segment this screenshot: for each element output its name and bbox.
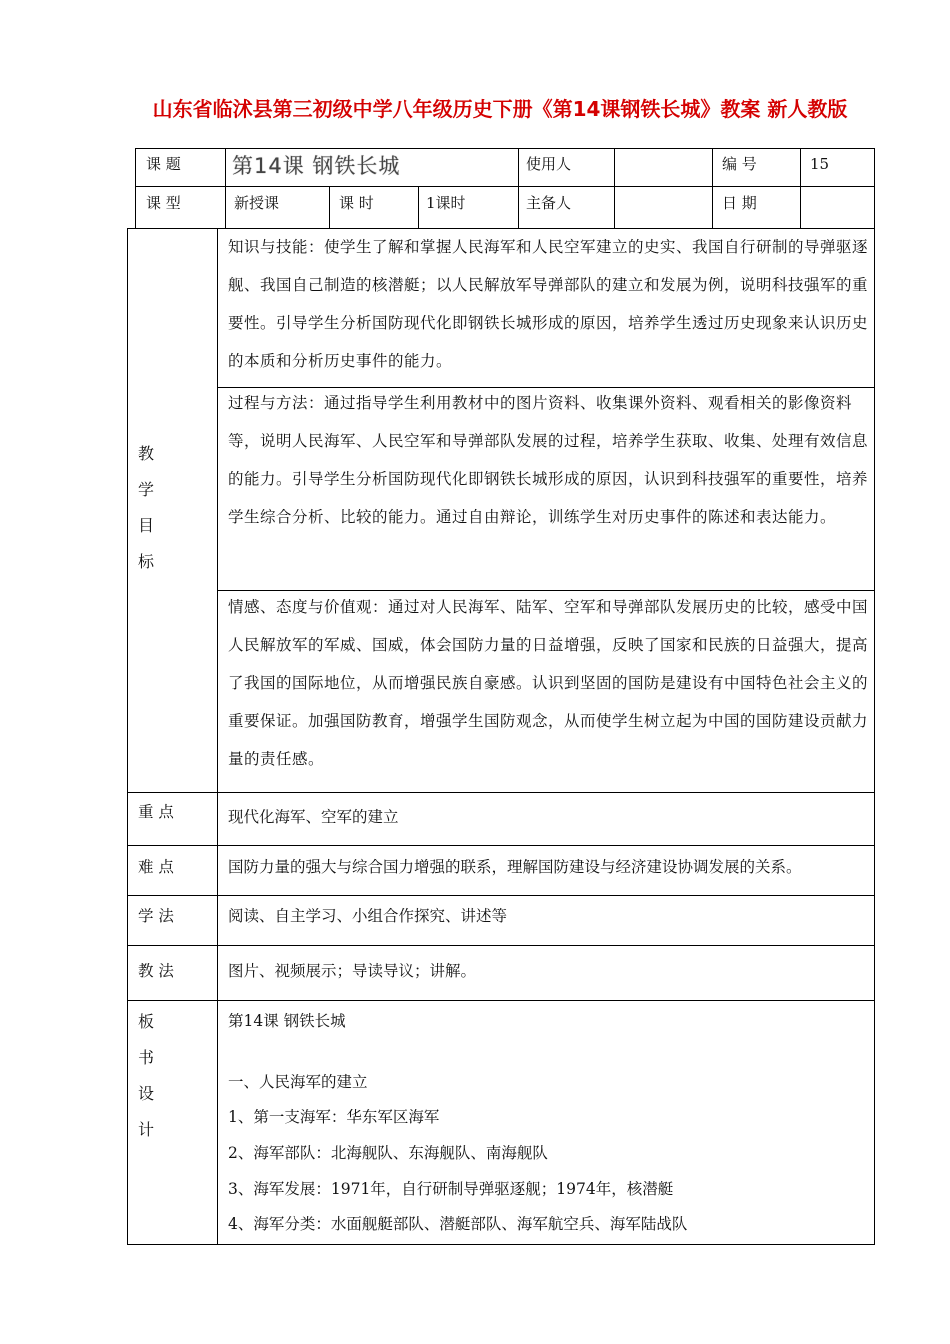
board-heading: 第14课 钢铁长城 [228,1012,346,1030]
board-line: 4、海军分类：水面舰艇部队、潜艇部队、海军航空兵、海军陆战队 [228,1215,688,1233]
board-char: 板 [137,1012,154,1031]
date-label: 日 期 [722,194,757,212]
objective-knowledge: 知识与技能：使学生了解和掌握人民海军和人民空军建立的史实、我国自行研制的导弹驱逐舰、我国自己制造的核潜艇；以人民解放军导弹部队的建立和发展为例，说明科技强军的重要性。引导学生分析国防现代化即钢铁长城形成的原因，培养学生透过历史现象来认识历史的本质和分析历史事件的能力。 [228,238,869,370]
key-point-label: 重 点 [138,803,174,821]
objectives-char: 标 [137,552,154,571]
hours-value: 1课时 [426,194,466,212]
board-char: 设 [137,1084,154,1103]
hours-label: 课 时 [339,194,374,212]
document-title: 山东省临沭县第三初级中学八年级历史下册《第14课钢铁长城》教案 新人教版 [152,97,848,121]
difficulty-label: 难 点 [138,858,174,876]
objective-emotion: 情感、态度与价值观：通过对人民海军、陆军、空军和导弹部队发展历史的比较，感受中国人民解放军的军威、国威，体会国防力量的日益增强，反映了国家和民族的日益强大，提高了我国的国际地位，从而增强民族自豪感。认识到坚固的国防是建设有中国特色社会主义的重要保证。加强国防教育，增强学生国防观念，从而使学生树立起为中国的国防建设贡献力量的责任感。 [228,598,869,768]
board-line: 1、第一支海军：华东军区海军 [228,1108,440,1126]
study-method-label: 学 法 [138,907,174,925]
topic-value: 第14课 钢铁长城 [232,154,401,178]
type-value: 新授课 [234,194,280,212]
teach-method-label: 教 法 [138,962,174,980]
type-label: 课 型 [146,194,181,212]
study-method-value: 阅读、自主学习、小组合作探究、讲述等 [228,907,508,925]
user-label: 使用人 [526,155,572,173]
objectives-char: 目 [137,516,154,535]
board-char: 计 [137,1120,154,1139]
board-line: 一、人民海军的建立 [228,1073,368,1091]
number-label: 编 号 [722,155,757,173]
board-line: 2、海军部队：北海舰队、东海舰队、南海舰队 [228,1144,548,1162]
key-point-value: 现代化海军、空军的建立 [228,808,399,826]
teach-method-value: 图片、视频展示；导读导议；讲解。 [228,962,477,980]
objectives-char: 教 [137,444,154,463]
preparer-label: 主备人 [526,194,572,212]
objective-process: 过程与方法：通过指导学生利用教材中的图片资料、收集课外资料、观看相关的影像资料等，说明人民海军、人民空军和导弹部队发展的过程，培养学生获取、收集、处理有效信息的能力。引导学生分析国防现代化即钢铁长城形成的原因，认识到科技强军的重要性，培养学生综合分析、比较的能力。通过自由辩论，训练学生对历史事件的陈述和表达能力。 [228,394,869,526]
difficulty-value: 国防力量的强大与综合国力增强的联系，理解国防建设与经济建设协调发展的关系。 [228,858,802,876]
board-char: 书 [137,1048,154,1067]
board-line: 3、海军发展：1971年，自行研制导弹驱逐舰；1974年，核潜艇 [228,1180,674,1198]
number-value: 15 [810,155,830,173]
objectives-char: 学 [137,480,154,499]
topic-label: 课 题 [146,155,181,173]
